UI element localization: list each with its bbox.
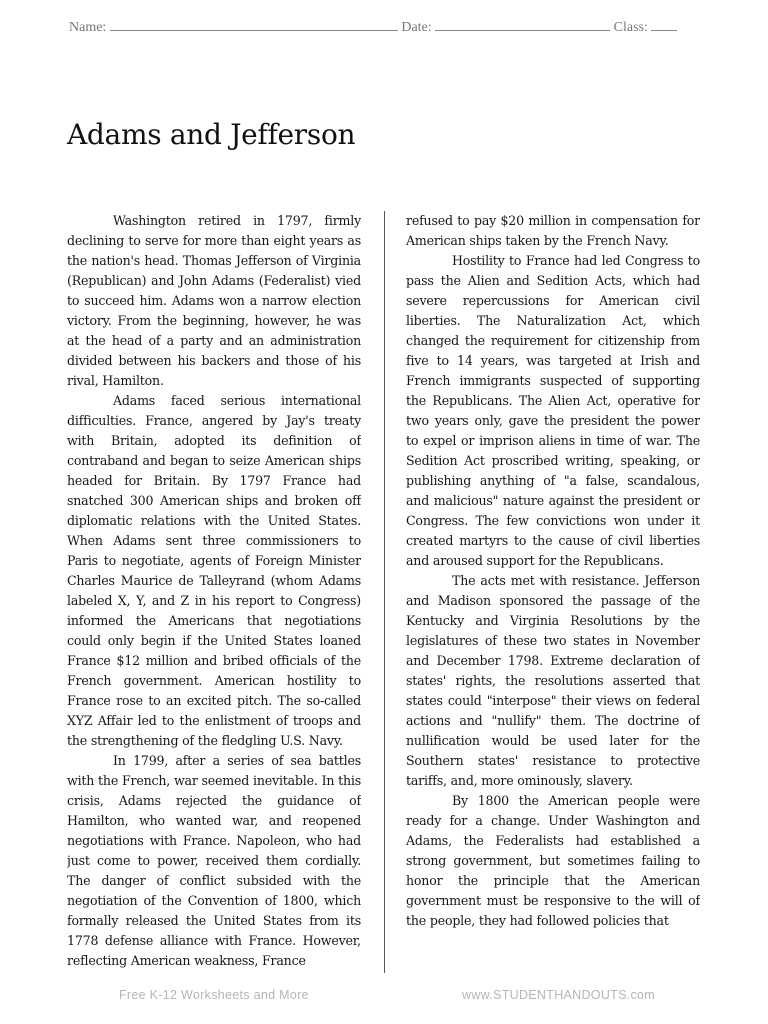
paragraph-continued: refused to pay $20 million in compensation for American ships taken by the French Navy. [406, 213, 700, 248]
right-column [406, 211, 700, 973]
class-blank [651, 18, 677, 31]
paragraph: Adams faced serious international difficulties. France, angered by Jay's treaty with Britain, adopted its definition of contraband and began to seize American ships headed for Britain. By 1797 France had snatched 300 American ships and broken off diplomatic relations with the United States. When Adams sent three commissioners to Paris to negotiate, agents of Foreign Minister Charles Maurice de Talleyrand (whom Adams labeled X, Y, and Z in his report to Congress) informed the Americans that negotiations could only begin if the United States loaned France $12 million and bribed officials of the French government. American hostility to France rose to an excited pitch. The so-called XYZ Affair led to the enlistment of troops and the strengthening of the fledgling U.S. Navy. [67, 393, 361, 748]
footer-left-text: Free K-12 Worksheets and More [119, 988, 309, 1002]
date-label: Date: [401, 20, 432, 35]
date-blank [435, 18, 610, 31]
paragraph: The acts met with resistance. Jefferson and Madison sponsored the passage of the Kentucky and Virginia Resolutions by the legislatures of these two states in November and December 1798. Extreme declaration of states' rights, the resolutions asserted that states could "interpose" their views on federal actions and "nullify" them. The doctrine of nullification would be used later for the Southern states' resistance to protective tariffs, and, more ominously, slavery. [406, 573, 700, 788]
class-label: Class: [613, 20, 648, 35]
page-title: Adams and Jefferson [67, 118, 356, 151]
worksheet-header [69, 18, 699, 36]
left-column [67, 211, 361, 973]
paragraph: In 1799, after a series of sea battles with the French, war seemed inevitable. In this crisis, Adams rejected the guidance of Hamilton, who wanted war, and reopened negotiations with France. Napoleon, who had just come to power, received them cordially. The danger of conflict subsided with the negotiation of the Convention of 1800, which formally released the United States from its 1778 defense alliance with France. However, reflecting American weakness, France [67, 753, 361, 968]
name-blank [110, 18, 398, 31]
paragraph: By 1800 the American people were ready for a change. Under Washington and Adams, the Federalists had established a strong government, but sometimes failing to honor the principle that the American government must be responsive to the will of the people, they had followed policies that [406, 793, 700, 928]
paragraph: Hostility to France had led Congress to pass the Alien and Sedition Acts, which had severe repercussions for American civil liberties. The Naturalization Act, which changed the requirement for citizenship from five to 14 years, was targeted at Irish and French immigrants suspected of supporting the Republicans. The Alien Act, operative for two years only, gave the president the power to expel or imprison aliens in time of war. The Sedition Act proscribed writing, speaking, or publishing anything of "a false, scandalous, and malicious" nature against the president or Congress. The few convictions won under it created martyrs to the cause of civil liberties and aroused support for the Republicans. [406, 253, 700, 568]
paragraph: Washington retired in 1797, firmly declining to serve for more than eight years as the nation's head. Thomas Jefferson of Virginia (Republican) and John Adams (Federalist) vied to succeed him. Adams won a narrow election victory. From the beginning, however, he was at the head of a party and an administration divided between his backers and those of his rival, Hamilton. [67, 213, 361, 388]
column-divider [384, 211, 385, 973]
footer-right-text: www.STUDENTHANDOUTS.com [462, 988, 656, 1002]
name-label: Name: [69, 20, 107, 35]
